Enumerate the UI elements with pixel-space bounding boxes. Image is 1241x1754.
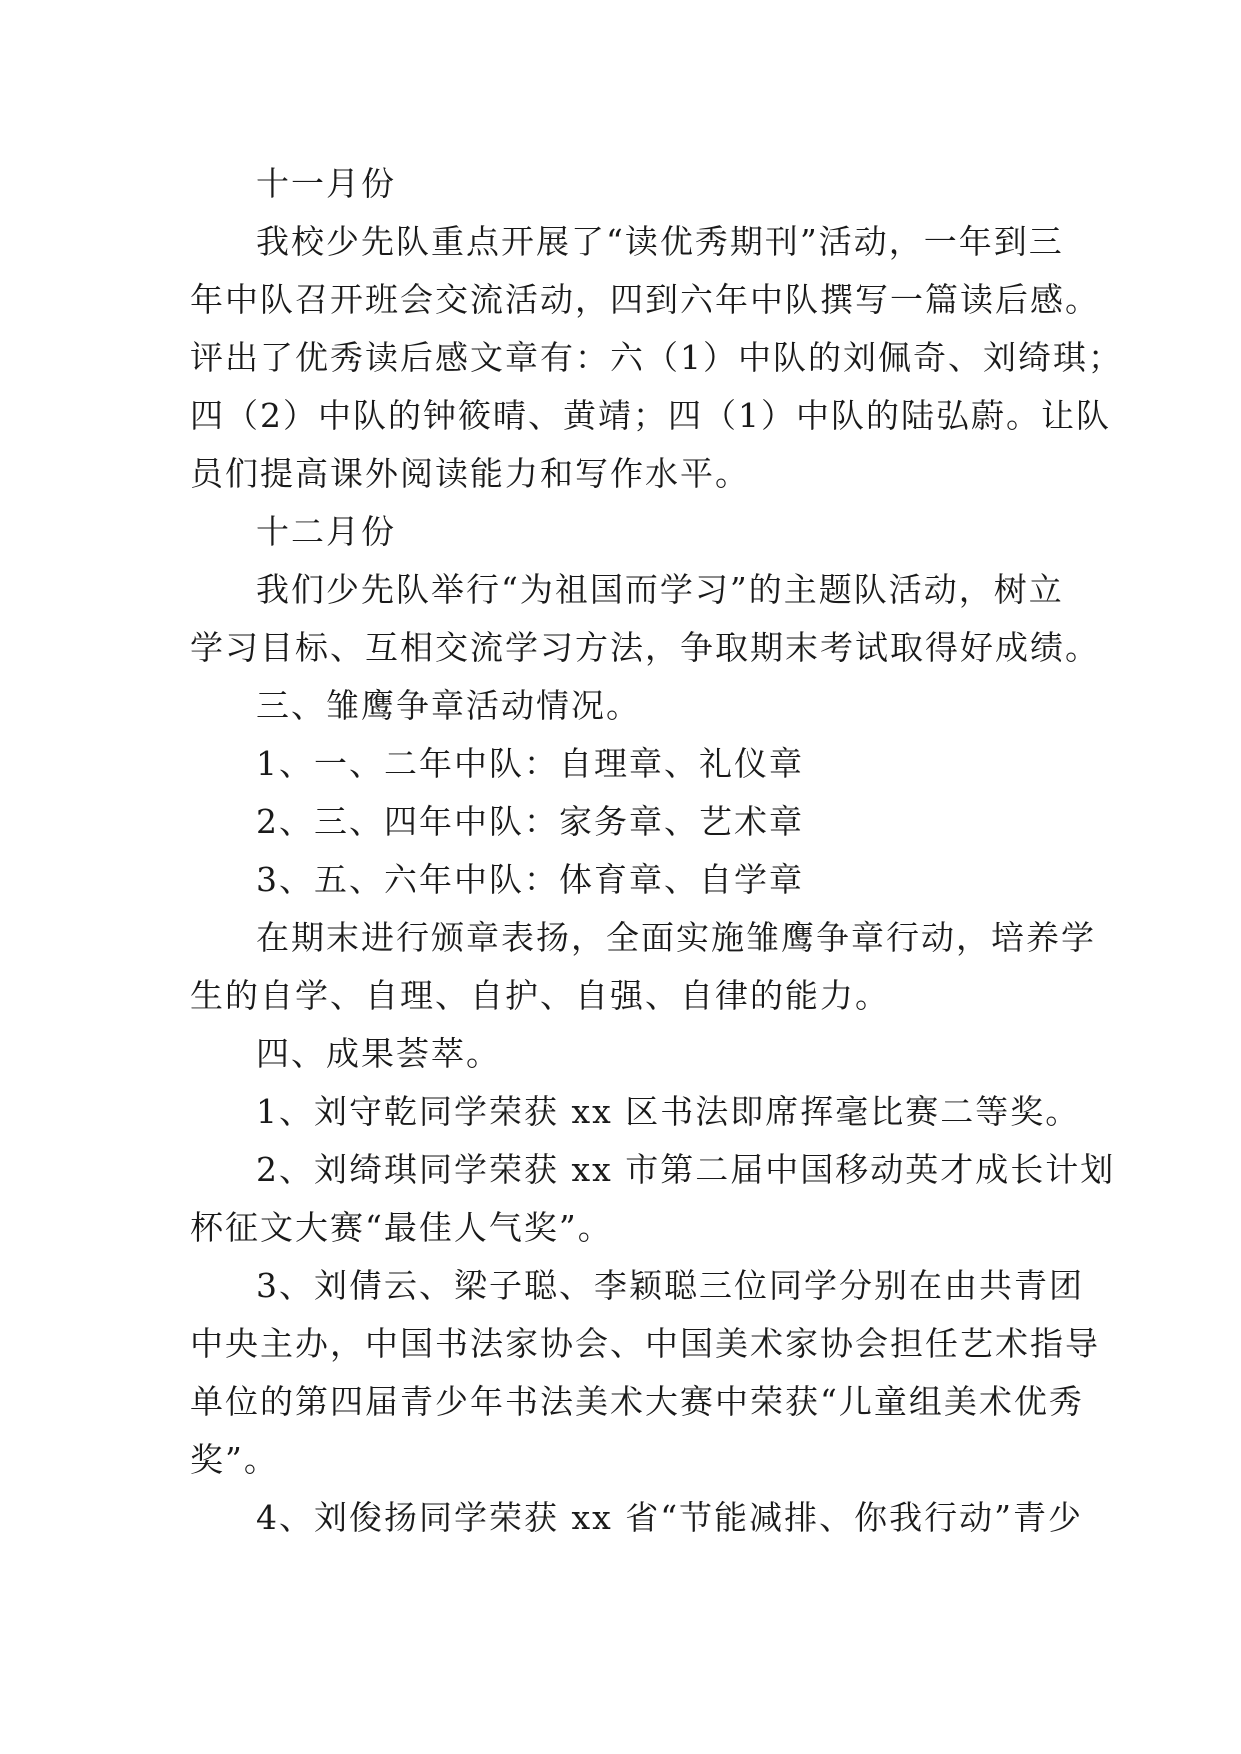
heading-november: 十一月份 [256, 164, 396, 203]
paragraph-line: 我们少先队举行“为祖国而学习”的主题队活动，树立 [256, 570, 1064, 609]
section-heading-achievements: 四、成果荟萃。 [256, 1034, 501, 1073]
paragraph-line: 奖”。 [190, 1440, 279, 1479]
list-item: 1、一、二年中队：自理章、礼仪章 [256, 744, 804, 783]
paragraph-line: 员们提高课外阅读能力和写作水平。 [190, 454, 750, 493]
section-heading-eagle-badges: 三、雏鹰争章活动情况。 [256, 686, 641, 725]
list-item: 3、刘倩云、梁子聪、李颖聪三位同学分别在由共青团 [256, 1266, 1084, 1305]
paragraph-line: 学习目标、互相交流学习方法，争取期末考试取得好成绩。 [190, 628, 1100, 667]
paragraph-line: 年中队召开班会交流活动，四到六年中队撰写一篇读后感。 [190, 280, 1100, 319]
list-item: 2、三、四年中队：家务章、艺术章 [256, 802, 804, 841]
paragraph-line: 评出了优秀读后感文章有：六（1）中队的刘佩奇、刘绮琪； [190, 338, 1123, 377]
list-item: 2、刘绮琪同学荣获 xx 市第二届中国移动英才成长计划 [256, 1150, 1116, 1189]
paragraph-line: 生的自学、自理、自护、自强、自律的能力。 [190, 976, 890, 1015]
heading-december: 十二月份 [256, 512, 396, 551]
paragraph-line: 在期末进行颁章表扬，全面实施雏鹰争章行动，培养学 [256, 918, 1096, 957]
list-item: 3、五、六年中队：体育章、自学章 [256, 860, 804, 899]
paragraph-line: 我校少先队重点开展了“读优秀期刊”活动，一年到三 [256, 222, 1064, 261]
paragraph-line: 杯征文大赛“最佳人气奖”。 [190, 1208, 613, 1247]
list-item: 1、刘守乾同学荣获 xx 区书法即席挥毫比赛二等奖。 [256, 1092, 1081, 1131]
paragraph-line: 单位的第四届青少年书法美术大赛中荣获“儿童组美术优秀 [190, 1382, 1084, 1421]
paragraph-line: 中央主办，中国书法家协会、中国美术家协会担任艺术指导 [190, 1324, 1100, 1363]
list-item: 4、刘俊扬同学荣获 xx 省“节能减排、你我行动”青少 [256, 1498, 1083, 1537]
document-body [190, 155, 1123, 1547]
paragraph-line: 四（2）中队的钟筱晴、黄靖；四（1）中队的陆弘蔚。让队 [190, 396, 1111, 435]
